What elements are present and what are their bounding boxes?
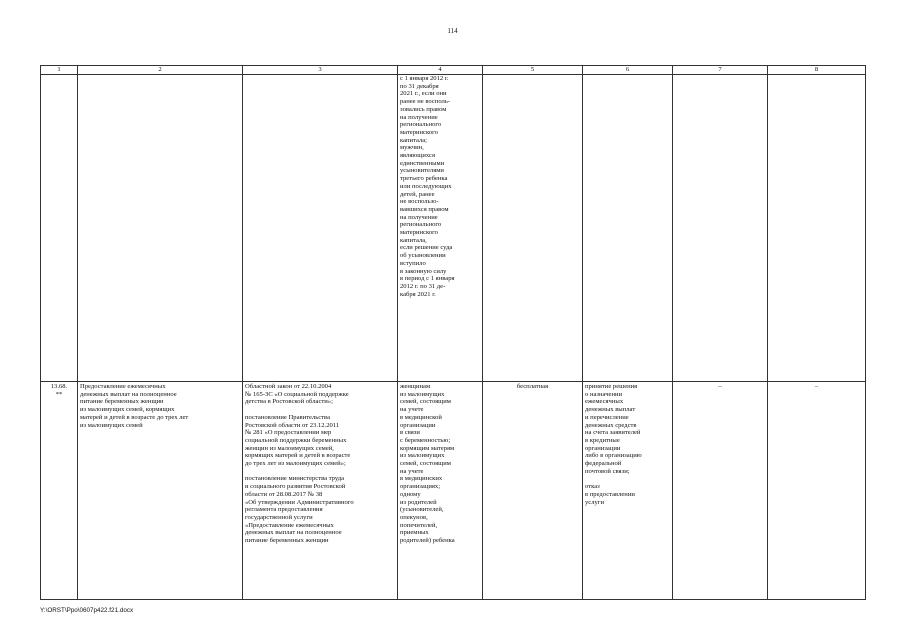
- row-number-cell: [41, 75, 78, 382]
- fee-cell: [483, 75, 583, 382]
- column-number-8: 8: [768, 66, 866, 75]
- column-8-cell: –: [768, 382, 866, 600]
- column-number-1: 1: [41, 66, 78, 75]
- fee-cell: бесплатная: [483, 382, 583, 600]
- service-name-cell: [78, 75, 243, 382]
- column-8-cell: [768, 75, 866, 382]
- service-name-cell: Предоставление ежемесячных денежных выплат на полноценное питание беременных женщин из малоимущих семей, кормящих матерей и детей в возрасте до трех лет из малоимущих семей: [78, 382, 243, 600]
- column-7-cell: –: [673, 382, 768, 600]
- column-number-5: 5: [483, 66, 583, 75]
- result-cell: принятие решения о назначении ежемесячных денежных выплат и перечисление денежных средств на счета заявителей в кредитные организации либо в организацию федеральной почтовой связи; отказ в предоставлении услуги: [583, 382, 673, 600]
- result-cell: [583, 75, 673, 382]
- recipients-cell: женщинам из малоимущих семей, состоящим на учете в медицинской организации в связи с беременностью; кормящим матерям из малоимущих семей, состоящим на учете в медицинских организациях; одному из родителей (усыновителей, опекунов, попечителей, приемных родителей) ребенка: [398, 382, 483, 600]
- header-row: [41, 66, 866, 75]
- legal-basis-cell: Областной закон от 22.10.2004 № 165-ЗС «О социальной поддержке детства в Ростовской области»; постановление Правительства Ростовской области от 23.12.2011 № 281 «О предоставлении мер социальной поддержки беременных женщин из малоимущих семей, кормящих матерей и детей в возрасте до трех лет из малоимущих семей»; постановление министерства труда и социального развития Ростовской области от 28.08.2017 № 38 «Об утверждении Административного регламента предоставления государственной услуги «Предоставление ежемесячных денежных выплат на полноценное питание беременных женщин: [243, 382, 398, 600]
- column-number-6: 6: [583, 66, 673, 75]
- table-row-continuation: [41, 75, 866, 382]
- legal-basis-cell: [243, 75, 398, 382]
- file-path-footer: Y:\ORST\Ppo\0607p422.f21.docx: [40, 607, 134, 614]
- page-number: 114: [447, 27, 458, 35]
- column-7-cell: [673, 75, 768, 382]
- column-number-2: 2: [78, 66, 243, 75]
- column-number-3: 3: [243, 66, 398, 75]
- column-number-4: 4: [398, 66, 483, 75]
- column-number-7: 7: [673, 66, 768, 75]
- recipients-cell: с 1 января 2012 г. по 31 декабря 2021 г., если они ранее не восполь- зовались правом на получение регионального материнского капитала; мужчин, являющихся единственными усыновителями третьего ребенка или последующих детей, ранее не воспользо- вавшихся правом на получение регионального материнского капитала, если решение суда об усыновлении вступило в законную силу в период с 1 января 2012 г. по 31 де- кабря 2021 г.: [398, 75, 483, 382]
- table-row-13-68: [41, 382, 866, 600]
- row-number-cell: 13.68. **: [41, 382, 78, 600]
- services-table: [40, 65, 866, 600]
